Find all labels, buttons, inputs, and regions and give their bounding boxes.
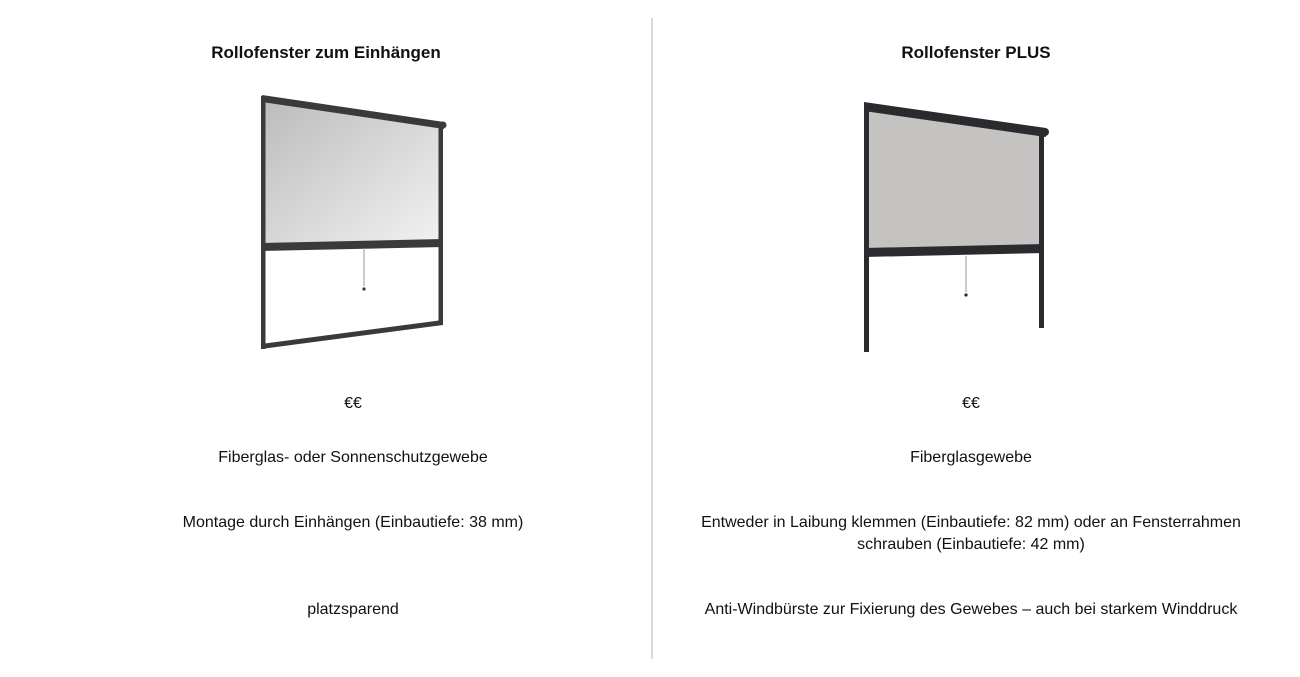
product-column-plus <box>652 0 1300 677</box>
product-title: Rollofenster PLUS <box>901 43 1051 62</box>
feature-text: Anti-Windbürste zur Fixierung des Gewebes – auch bei starkem Winddruck <box>704 601 1238 618</box>
mounting-text: Montage durch Einhängen (Einbautiefe: 38 mm) <box>182 514 524 531</box>
price-level: €€ <box>962 395 980 412</box>
product-title: Rollofenster zum Einhängen <box>211 43 441 62</box>
roller-screen-window-hook-in-icon <box>252 88 454 358</box>
price-level: €€ <box>344 395 362 412</box>
material-text: Fiberglas- oder Sonnenschutzgewebe <box>218 449 488 466</box>
material-text: Fiberglasgewebe <box>910 449 1032 466</box>
roller-screen-window-plus-icon <box>854 96 1054 358</box>
mounting-text: Entweder in Laibung klemmen (Einbautiefe: 82 mm) oder an Fensterrahmen schrauben (Einbautiefe: 42 mm) <box>701 514 1241 553</box>
feature-text: platzsparend <box>307 601 399 618</box>
